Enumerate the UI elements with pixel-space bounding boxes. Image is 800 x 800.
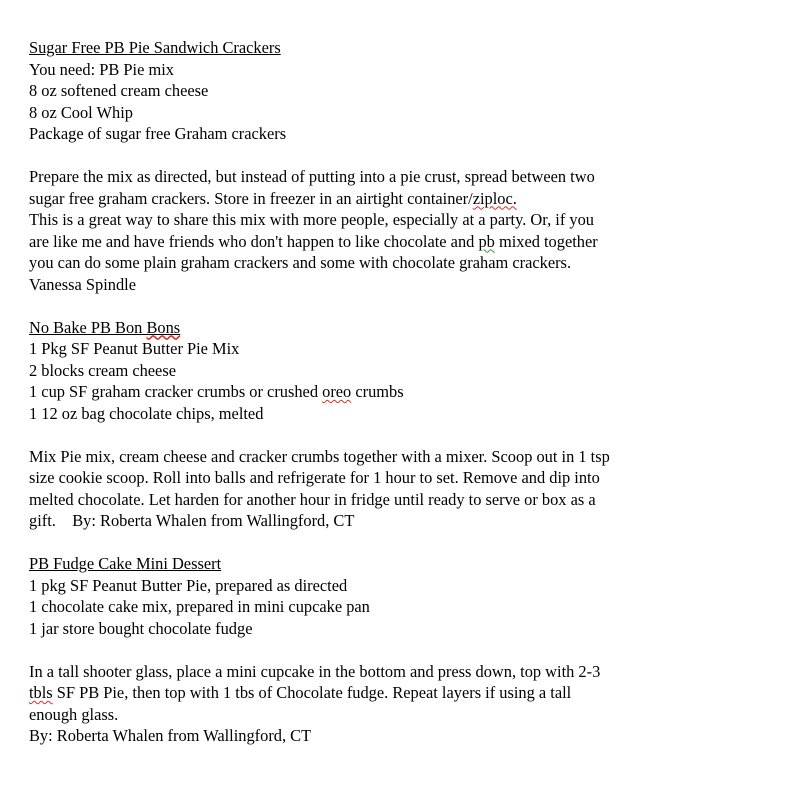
ingredient-text: crumbs: [351, 382, 404, 401]
spacer: [29, 639, 729, 661]
ingredient-line: 8 oz softened cream cheese: [29, 81, 209, 100]
instruction-line: Prepare the mix as directed, but instead of putting into a pie crust, spread between two: [29, 167, 595, 186]
recipe-title: Sugar Free PB Pie Sandwich Crackers: [29, 38, 281, 57]
ingredient-line: You need: PB Pie mix: [29, 59, 174, 79]
ingredient-line: 2 blocks cream cheese: [29, 360, 176, 380]
spellcheck-flagged-word: tbls: [29, 683, 53, 702]
recipe-title: PB Fudge Cake Mini Dessert: [29, 554, 222, 573]
ingredient-line: 1 Pkg SF Peanut Butter Pie Mix: [29, 339, 240, 358]
spellcheck-flagged-word: ziploc.: [472, 188, 517, 208]
document-page: [29, 37, 729, 747]
instruction-line: This is a great way to share this mix with more people, especially at a party. Or, if you: [29, 210, 594, 229]
instruction-line: [29, 188, 729, 210]
instruction-line: size cookie scoop. Roll into balls and refrigerate for 1 hour to set. Remove and dip into: [29, 468, 600, 487]
ingredient-line: 1 pkg SF Peanut Butter Pie, prepared as directed: [29, 575, 348, 595]
spacer: [29, 424, 729, 446]
instruction-text: mixed together: [494, 231, 598, 251]
instruction-line: melted chocolate. Let harden for another hour in fridge until ready to serve or box as a: [29, 489, 596, 509]
recipe-author: By: Roberta Whalen from Wallingford, CT: [29, 726, 312, 745]
instruction-line: [29, 682, 729, 704]
recipe-no-bake-pb-bon-bons: [29, 317, 729, 554]
spacer: [29, 532, 729, 554]
instruction-text: SF PB Pie, then top with 1 tbs of Chocolate fudge. Repeat layers if using a tall: [52, 683, 572, 702]
spellcheck-flagged-word: Bons: [146, 317, 181, 337]
ingredient-line: 1 jar store bought chocolate fudge: [29, 618, 253, 638]
ingredient-text: 1 cup SF graham cracker crumbs or crushed: [29, 382, 323, 401]
instruction-text: are like me and have friends who don't happen to like chocolate and: [29, 231, 479, 251]
instruction-line: In a tall shooter glass, place a mini cupcake in the bottom and press down, top with 2-3: [29, 661, 601, 681]
grammar-flagged-word: pb: [478, 231, 495, 251]
instruction-line: [29, 231, 729, 253]
instruction-line: you can do some plain graham crackers and some with chocolate graham crackers.: [29, 253, 572, 272]
ingredient-line: 8 oz Cool Whip: [29, 102, 133, 122]
recipe-title: [29, 317, 729, 339]
spacer: [29, 145, 729, 167]
ingredient-line: [29, 381, 729, 403]
instruction-line: enough glass.: [29, 704, 119, 724]
spellcheck-flagged-word: oreo: [322, 382, 352, 401]
ingredient-line: 1 12 oz bag chocolate chips, melted: [29, 403, 264, 423]
ingredient-line: Package of sugar free Graham crackers: [29, 124, 287, 143]
recipe-sugar-free-pb-pie-sandwich-crackers: [29, 37, 729, 317]
instruction-text: sugar free graham crackers. Store in freezer in an airtight container/: [29, 188, 473, 208]
recipe-title-text: No Bake PB Bon: [29, 317, 147, 337]
recipe-pb-fudge-cake-mini-dessert: [29, 553, 729, 747]
instruction-line: Mix Pie mix, cream cheese and cracker crumbs together with a mixer. Scoop out in 1 tsp: [29, 446, 610, 466]
recipe-author: Vanessa Spindle: [29, 274, 136, 294]
instruction-line: gift. By: Roberta Whalen from Wallingford, CT: [29, 511, 355, 530]
spacer: [29, 295, 729, 317]
ingredient-line: 1 chocolate cake mix, prepared in mini cupcake pan: [29, 597, 370, 616]
